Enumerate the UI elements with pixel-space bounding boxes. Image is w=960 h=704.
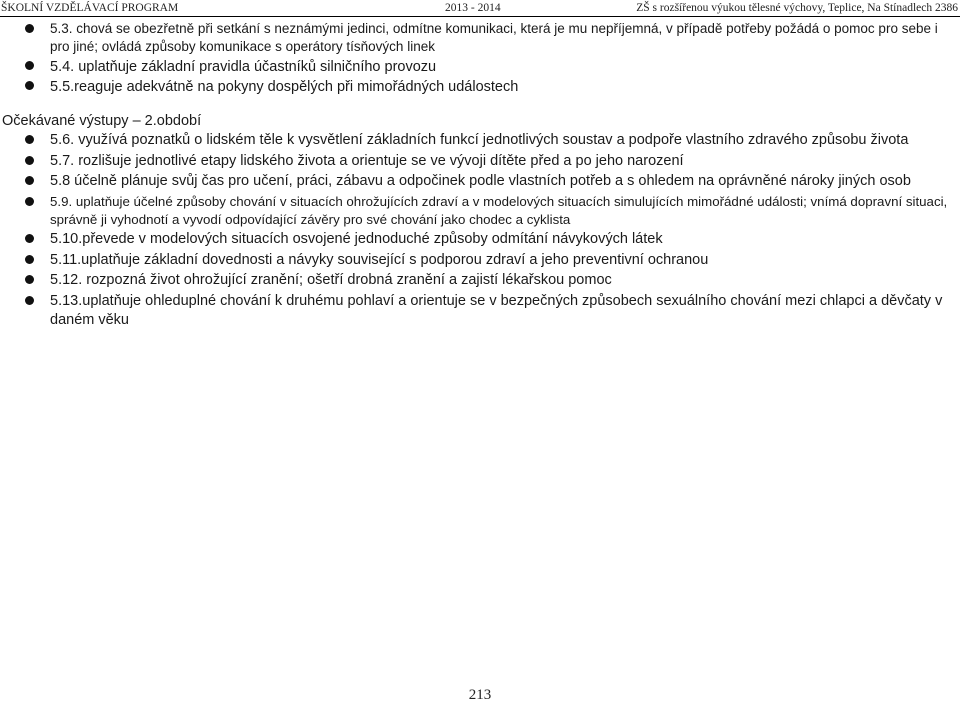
bullet-icon: [25, 275, 34, 284]
list-item: [0, 172, 960, 191]
bullet-icon: [25, 61, 34, 70]
list-item-text: 5.13.uplatňuje ohleduplné chování k druhému pohlaví a orientuje se v bezpečných způsobech sexuálního chování mezi chlapci a děvčaty v daném věku: [50, 292, 943, 328]
list-item-text: 5.4. uplatňuje základní pravidla účastníků silničního provozu: [50, 59, 437, 75]
bullet-icon: [25, 296, 34, 305]
header-school-name: ZŠ s rozšířenou výukou tělesné výchovy, Teplice, Na Stínadlech 2386: [636, 2, 958, 14]
list-item-text: 5.11.uplatňuje základní dovednosti a návyky související s podporou zdraví a jeho preventivní ochranou: [50, 251, 709, 268]
list-item-text: 5.12. rozpozná život ohrožující zranění; ošetří drobná zranění a zajistí lékařskou pomoc: [50, 272, 612, 288]
list-item: [0, 271, 960, 290]
page-header: [0, 0, 960, 17]
list-item: [0, 20, 960, 56]
list-item-text: 5.7. rozlišuje jednotlivé etapy lidského života a orientuje se ve vývoji dítěte před a po jeho narození: [50, 152, 684, 169]
list-item: [0, 131, 960, 150]
bullet-icon: [25, 197, 34, 206]
section-heading: Očekávané výstupy – 2.období: [2, 113, 202, 129]
header-program-title: ŠKOLNÍ VZDĚLÁVACÍ PROGRAM: [1, 2, 179, 14]
list-item-text: 5.5.reaguje adekvátně na pokyny dospělých při mimořádných událostech: [50, 79, 519, 95]
page-content: [0, 20, 960, 332]
list-item: [0, 230, 960, 249]
outcomes-list-period-1: [0, 20, 960, 97]
bullet-icon: [25, 234, 34, 243]
list-item: [0, 77, 960, 97]
bullet-icon: [25, 176, 34, 185]
bullet-icon: [25, 156, 34, 165]
list-item: [0, 193, 960, 229]
list-item-text: 5.8 účelně plánuje svůj čas pro učení, práci, zábavu a odpočinek podle vlastních potřeb a s ohledem na oprávněné nároky jiných osob: [50, 173, 911, 189]
outcomes-list-period-2: [0, 131, 960, 331]
page-number: 213: [468, 687, 492, 703]
bullet-icon: [25, 255, 34, 264]
list-item-text: 5.3. chová se obezřetně při setkání s neznámými jedinci, odmítne komunikaci, která je mu nepříjemná, v případě potřeby požádá o pomoc pro sebe i pro jiné; ovládá způsoby komunikace s operátory tísňových linek: [50, 21, 938, 54]
list-item: [0, 251, 960, 270]
list-item: [0, 292, 960, 331]
list-item-text: 5.9. uplatňuje účelné způsoby chování v situacích ohrožujících zdraví a v modelových situacích simulujících mimořádné události; vnímá dopravní situaci, správně ji vyhodnotí a vyvodí odpovídající závěry pro své chování jako chodec a cyklista: [50, 193, 948, 227]
list-item: [0, 57, 960, 77]
bullet-icon: [25, 24, 34, 33]
bullet-icon: [25, 81, 34, 90]
bullet-icon: [25, 135, 34, 144]
list-item-text: 5.6. využívá poznatků o lidském těle k vysvětlení základních funkcí jednotlivých soustav a podpoře vlastního zdravého způsobu života: [50, 132, 909, 148]
list-item: [0, 152, 960, 171]
header-school-year: 2013 - 2014: [445, 2, 501, 14]
list-item-text: 5.10.převede v modelových situacích osvojené jednoduché způsoby odmítání návykových látek: [50, 231, 663, 247]
